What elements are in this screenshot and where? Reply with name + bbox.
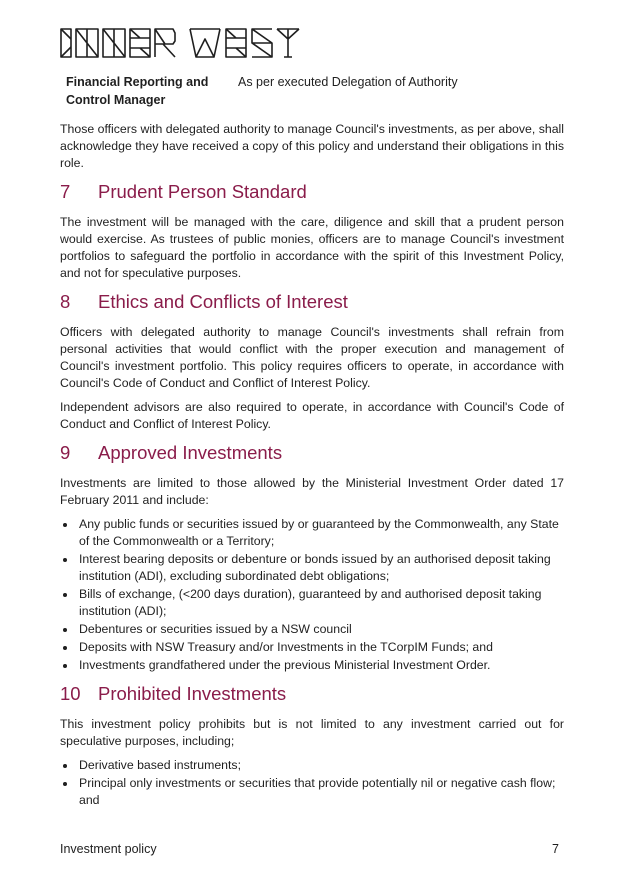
section-8-paragraph-2: Independent advisors are also required to operate, in accordance with Council's Code of Conduct and Conflict of Interest Policy. <box>60 400 564 431</box>
approved-investments-list <box>60 516 564 674</box>
list-item: Principal only investments or securities that provide potentially nil or negative cash flow; and <box>60 775 564 809</box>
section-number: 10 <box>60 683 81 704</box>
section-10-heading <box>60 682 564 706</box>
section-9-heading <box>60 441 564 465</box>
section-title: Ethics and Conflicts of Interest <box>98 291 348 312</box>
section-7-paragraph: The investment will be managed with the care, diligence and skill that a prudent person would exercise. As trustees of public monies, officers are to manage Council's investment portfolios to safeguard the portfolio in accordance with the spirit of this Investment Policy, and not for speculative purposes. <box>60 215 564 280</box>
list-item: Interest bearing deposits or debenture or bonds issued by an authorised deposit taking institution (ADI), excluding subordinated debt obligations; <box>60 551 564 585</box>
section-title: Prudent Person Standard <box>98 181 307 202</box>
section-title: Prohibited Investments <box>98 683 287 704</box>
footer-doc-title: Investment policy <box>60 842 157 856</box>
list-item: Deposits with NSW Treasury and/or Investments in the TCorpIM Funds; and <box>60 639 564 656</box>
policy-body <box>60 121 564 815</box>
prohibited-investments-list <box>60 757 564 809</box>
intro-paragraph: Those officers with delegated authority to manage Council's investments, as per above, shall acknowledge they have received a copy of this policy and understand their obligations in this role. <box>60 122 564 170</box>
section-title: Approved Investments <box>98 442 283 463</box>
list-item: Debentures or securities issued by a NSW council <box>60 621 564 638</box>
section-8-heading <box>60 290 564 314</box>
list-item: Any public funds or securities issued by or guaranteed by the Commonwealth, any State of the Commonwealth or a Territory; <box>60 516 564 550</box>
section-10-paragraph: This investment policy prohibits but is not limited to any investment carried out for speculative purposes, including; <box>60 717 564 748</box>
list-item: Investments grandfathered under the previous Ministerial Investment Order. <box>60 657 564 674</box>
section-7-heading <box>60 180 564 204</box>
delegated-authority: As per executed Delegation of Authority <box>238 75 458 89</box>
section-9-paragraph: Investments are limited to those allowed by the Ministerial Investment Order dated 17 February 2011 and include: <box>60 476 564 507</box>
delegated-role: Financial Reporting and Control Manager <box>66 75 209 107</box>
list-item: Bills of exchange, (<200 days duration), guaranteed by and authorised deposit taking institution (ADI); <box>60 586 564 620</box>
footer-page-number: 7 <box>552 842 559 856</box>
inner-west-logo <box>60 25 300 61</box>
section-8-paragraph-1: Officers with delegated authority to manage Council's investments shall refrain from personal activities that would conflict with the proper execution and management of Council's investment portfolio. This policy requires officers to operate, in accordance with Council's Code of Conduct and Conflict of Interest Policy. <box>60 325 564 390</box>
list-item: Derivative based instruments; <box>60 757 564 774</box>
section-number: 8 <box>60 291 71 312</box>
section-number: 9 <box>60 442 71 463</box>
section-number: 7 <box>60 181 71 202</box>
